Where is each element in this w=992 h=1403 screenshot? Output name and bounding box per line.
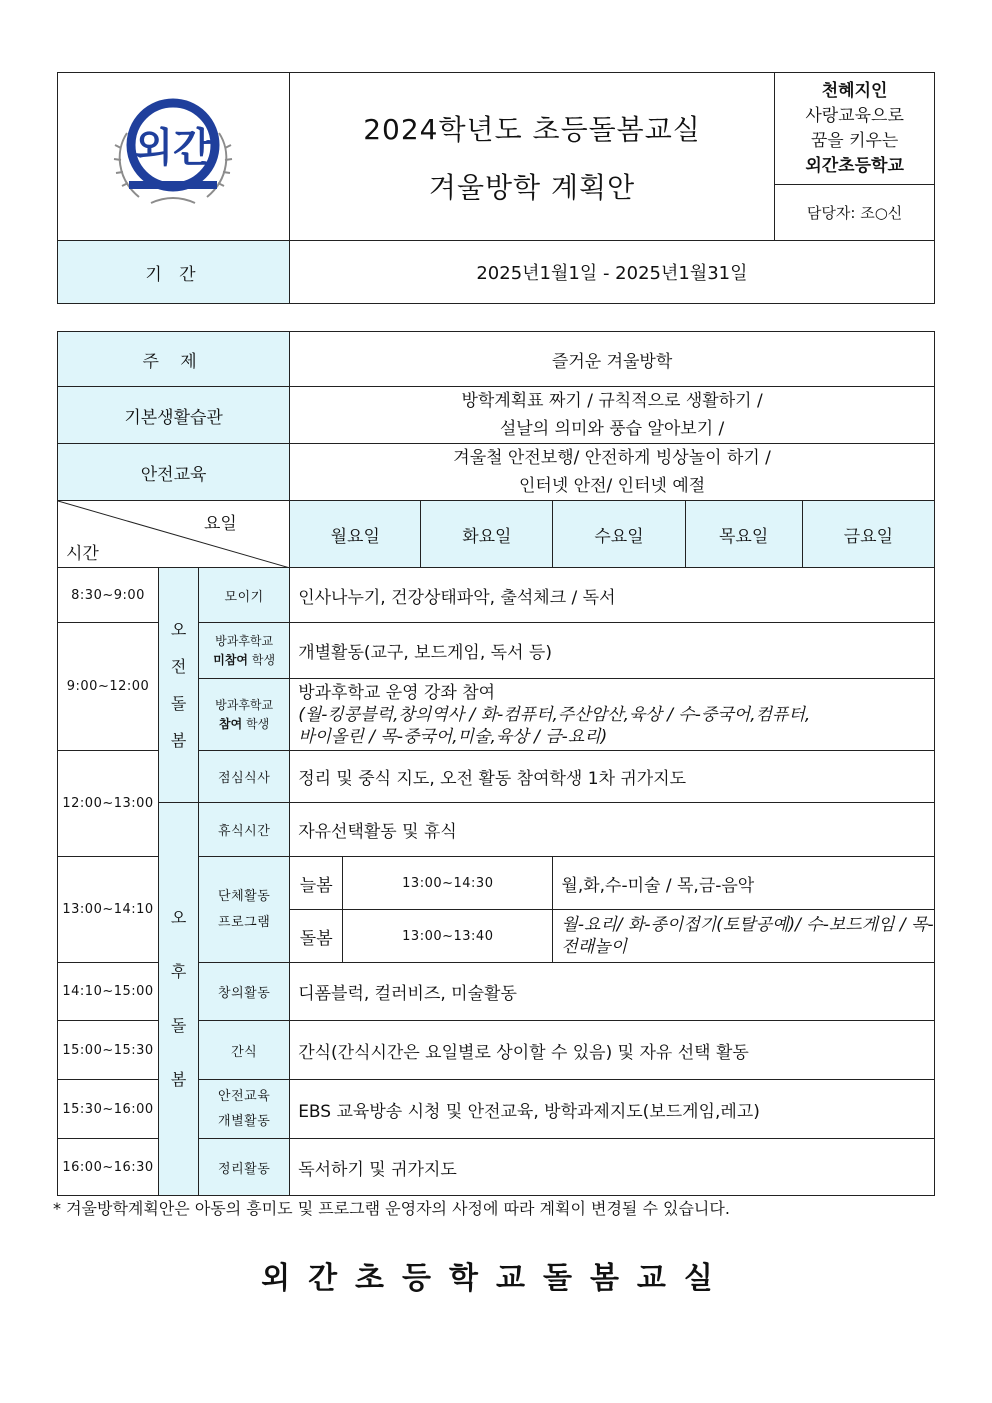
period-label: 기 간 <box>58 241 290 304</box>
desc-dolbom <box>553 910 935 963</box>
theme-label: 주 제 <box>58 332 290 387</box>
time-1410: 14:10~15:00 <box>58 963 159 1021</box>
theme-value: 즐거운 겨울방학 <box>290 332 935 387</box>
day-tue: 화요일 <box>421 501 553 568</box>
motto-cell <box>775 73 935 185</box>
desc-participant <box>290 679 935 751</box>
participant-desc-1: 방과후학교 운영 강좌 참여 <box>298 682 496 703</box>
safety-activity-line-2: 개별활동 <box>218 1114 271 1129</box>
motto-line-3: 꿈을 키우는 <box>810 130 899 151</box>
time-1500: 15:00~15:30 <box>58 1021 159 1080</box>
participant-line-2 <box>199 715 289 734</box>
title-cell <box>289 73 774 241</box>
logo-cell <box>58 73 290 241</box>
motto-line-1: 천혜지인 <box>821 80 888 101</box>
day-thu: 목요일 <box>685 501 802 568</box>
time-1530: 15:30~16:00 <box>58 1080 159 1139</box>
morning-care-label <box>159 568 199 803</box>
nonparticipant-line-1: 방과후학교 <box>215 633 274 648</box>
day-mon: 월요일 <box>290 501 421 568</box>
dolbom-desc-1: 월-요리/ 화-종이접기(토탈공예)/ 수-보드게임 / 목- <box>561 915 934 935</box>
schedule-table <box>57 331 935 1196</box>
page-title: 2024학년도 초등돌봄교실 <box>363 112 701 146</box>
afternoon-char-4: 봄 <box>170 1070 187 1089</box>
activity-rest: 휴식시간 <box>199 803 290 857</box>
header-table <box>57 72 935 304</box>
footnote: * 겨울방학계획안은 아동의 흥미도 및 프로그램 운영자의 사정에 따라 계획이 변경될 수 있습니다. <box>53 1199 730 1218</box>
desc-cleanup: 독서하기 및 귀가지도 <box>290 1139 935 1196</box>
time-1300: 13:00~14:10 <box>58 857 159 963</box>
habits-line-1: 방학계획표 짜기 / 규칙적으로 생활하기 / <box>461 391 763 411</box>
motto-line-4: 외간초등학교 <box>805 155 904 176</box>
desc-gathering: 인사나누기, 건강상태파악, 출석체크 / 독서 <box>290 568 935 623</box>
footer-title: 외간초등학교돌봄교실 <box>261 1261 731 1296</box>
morning-char-4: 봄 <box>170 731 187 750</box>
corner-day-label: 요일 <box>204 514 237 534</box>
safety-label: 안전교육 <box>58 444 290 501</box>
corner-cell <box>58 501 290 568</box>
habits-line-2: 설날의 의미와 풍습 알아보기 / <box>499 419 725 439</box>
participant-bold: 참여 <box>219 716 243 731</box>
safety-line-2: 인터넷 안전/ 인터넷 예절 <box>519 476 706 496</box>
dolbom-desc-2: 전래놀이 <box>561 937 628 957</box>
corner-time-label: 시간 <box>66 544 99 564</box>
desc-safety: EBS 교육방송 시청 및 안전교육, 방학과제지도(보드게임,레고) <box>290 1080 935 1139</box>
sub-neulbom: 늘봄 <box>290 857 343 910</box>
day-wed: 수요일 <box>553 501 685 568</box>
page-subtitle: 겨울방학 계획안 <box>428 170 636 204</box>
habits-value <box>290 387 935 444</box>
safety-activity-line-1: 안전교육 <box>218 1089 271 1104</box>
habits-label: 기본생활습관 <box>58 387 290 444</box>
time-dolbom: 13:00~13:40 <box>343 910 553 963</box>
nonparticipant-line-2 <box>199 651 289 670</box>
participant-desc-2: (월-킹콩블럭,창의역사 / 화-컴퓨터,주산암산,육상 / 수-중국어,컴퓨터, <box>298 704 811 725</box>
nonparticipant-suffix: 학생 <box>248 652 276 667</box>
school-logo-icon <box>93 93 253 215</box>
time-1600: 16:00~16:30 <box>58 1139 159 1196</box>
activity-creative: 창의활동 <box>199 963 290 1021</box>
group-program-line-2: 프로그램 <box>218 914 271 930</box>
manager-cell: 담당자: 조○신 <box>775 185 935 241</box>
afternoon-char-2: 후 <box>170 962 187 981</box>
afternoon-char-3: 돌 <box>170 1016 187 1035</box>
morning-char-1: 오 <box>170 620 187 639</box>
participant-desc-3: 바이올린 / 목-중국어,미술,육상 / 금-요리) <box>298 726 608 747</box>
safety-value <box>290 444 935 501</box>
activity-group-program <box>199 857 290 963</box>
nonparticipant-bold: 미참여 <box>213 652 249 667</box>
morning-char-3: 돌 <box>170 694 187 713</box>
time-0900: 9:00~12:00 <box>58 623 159 751</box>
activity-lunch: 점심식사 <box>199 751 290 803</box>
time-1200: 12:00~13:00 <box>58 751 159 857</box>
desc-rest: 자유선택활동 및 휴식 <box>290 803 935 857</box>
logo-text: 외간 <box>134 125 213 171</box>
activity-snack: 간식 <box>199 1021 290 1080</box>
participant-suffix: 학생 <box>242 716 270 731</box>
activity-nonparticipant <box>199 623 290 679</box>
activity-safety <box>199 1080 290 1139</box>
safety-line-1: 겨울철 안전보행/ 안전하게 빙상놀이 하기 / <box>453 448 771 468</box>
time-neulbom: 13:00~14:30 <box>343 857 553 910</box>
morning-char-2: 전 <box>170 657 187 676</box>
sub-dolbom: 돌봄 <box>290 910 343 963</box>
desc-lunch: 정리 및 중식 지도, 오전 활동 참여학생 1차 귀가지도 <box>290 751 935 803</box>
motto-line-2: 사랑교육으로 <box>805 105 904 126</box>
activity-gathering: 모이기 <box>199 568 290 623</box>
afternoon-care-label <box>159 803 199 1196</box>
desc-creative: 디폼블럭, 컬러비즈, 미술활동 <box>290 963 935 1021</box>
desc-snack: 간식(간식시간은 요일별로 상이할 수 있음) 및 자유 선택 활동 <box>290 1021 935 1080</box>
afternoon-char-1: 오 <box>170 908 187 927</box>
period-value: 2025년1월1일 - 2025년1월31일 <box>289 241 934 304</box>
participant-line-1: 방과후학교 <box>215 697 274 712</box>
group-program-line-1: 단체활동 <box>218 888 271 904</box>
day-fri: 금요일 <box>802 501 934 568</box>
activity-cleanup: 정리활동 <box>199 1139 290 1196</box>
time-0830: 8:30~9:00 <box>58 568 159 623</box>
desc-neulbom: 월,화,수-미술 / 목,금-음악 <box>553 857 935 910</box>
activity-participant <box>199 679 290 751</box>
desc-nonparticipant: 개별활동(교구, 보드게임, 독서 등) <box>290 623 935 679</box>
